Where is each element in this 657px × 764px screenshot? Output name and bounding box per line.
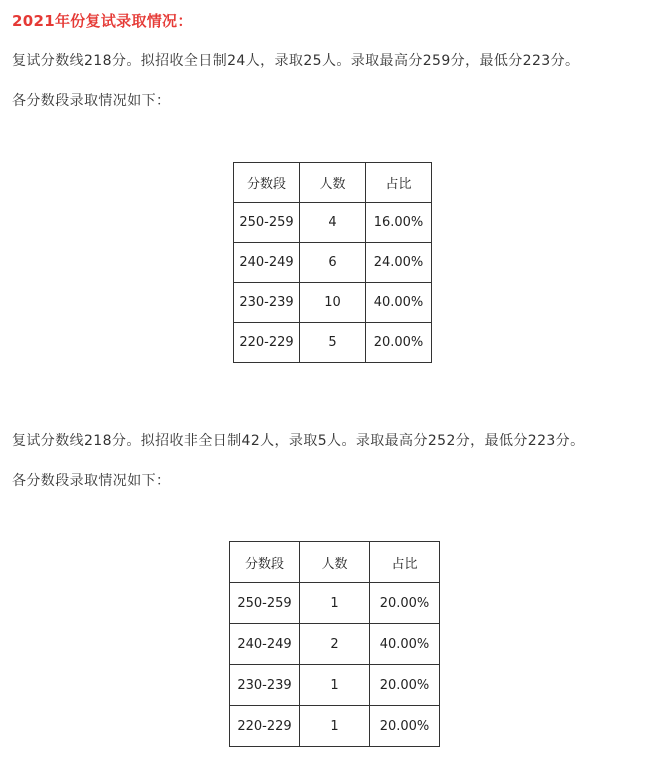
table-cell: 220-229: [234, 323, 300, 363]
table-cell: 20.00%: [370, 665, 440, 706]
table-cell: 1: [300, 583, 370, 624]
table-cell: 4: [300, 203, 366, 243]
section2-summary: 复试分数线218分。拟招收非全日制42人，录取5人。录取最高分252分，最低分223分。: [12, 433, 585, 449]
table-row: [234, 323, 432, 363]
page-title: 2021年份复试录取情况：: [12, 12, 193, 30]
table-header-row: [234, 163, 432, 203]
table-cell: 1: [300, 665, 370, 706]
section1-intro: 各分数段录取情况如下：: [12, 93, 171, 109]
table-cell: 20.00%: [370, 583, 440, 624]
table-cell: 24.00%: [366, 243, 432, 283]
table-row: [234, 283, 432, 323]
table-cell: 240-249: [230, 624, 300, 665]
table-cell: 16.00%: [366, 203, 432, 243]
table-cell: 20.00%: [370, 706, 440, 747]
header-cell-range: 分数段: [230, 542, 300, 583]
table-cell: 230-239: [230, 665, 300, 706]
header-cell-range: 分数段: [234, 163, 300, 203]
table-cell: 5: [300, 323, 366, 363]
table-cell: 250-259: [230, 583, 300, 624]
table-cell: 20.00%: [366, 323, 432, 363]
table-cell: 250-259: [234, 203, 300, 243]
table-row: [234, 203, 432, 243]
section2-intro: 各分数段录取情况如下：: [12, 473, 171, 489]
header-cell-count: 人数: [300, 163, 366, 203]
table-cell: 1: [300, 706, 370, 747]
table-cell: 10: [300, 283, 366, 323]
table-cell: 230-239: [234, 283, 300, 323]
header-cell-count: 人数: [300, 542, 370, 583]
header-cell-ratio: 占比: [366, 163, 432, 203]
table-cell: 40.00%: [370, 624, 440, 665]
table-row: [234, 243, 432, 283]
table-row: [230, 706, 440, 747]
section1-summary: 复试分数线218分。拟招收全日制24人，录取25人。录取最高分259分，最低分223分。: [12, 53, 580, 69]
header-cell-ratio: 占比: [370, 542, 440, 583]
table-row: [230, 583, 440, 624]
table-cell: 240-249: [234, 243, 300, 283]
table-cell: 220-229: [230, 706, 300, 747]
table-cell: 2: [300, 624, 370, 665]
table-row: [230, 624, 440, 665]
section2-score-table: [229, 541, 440, 747]
section1-score-table: [233, 162, 432, 363]
table-row: [230, 665, 440, 706]
table-cell: 40.00%: [366, 283, 432, 323]
table-cell: 6: [300, 243, 366, 283]
table-header-row: [230, 542, 440, 583]
